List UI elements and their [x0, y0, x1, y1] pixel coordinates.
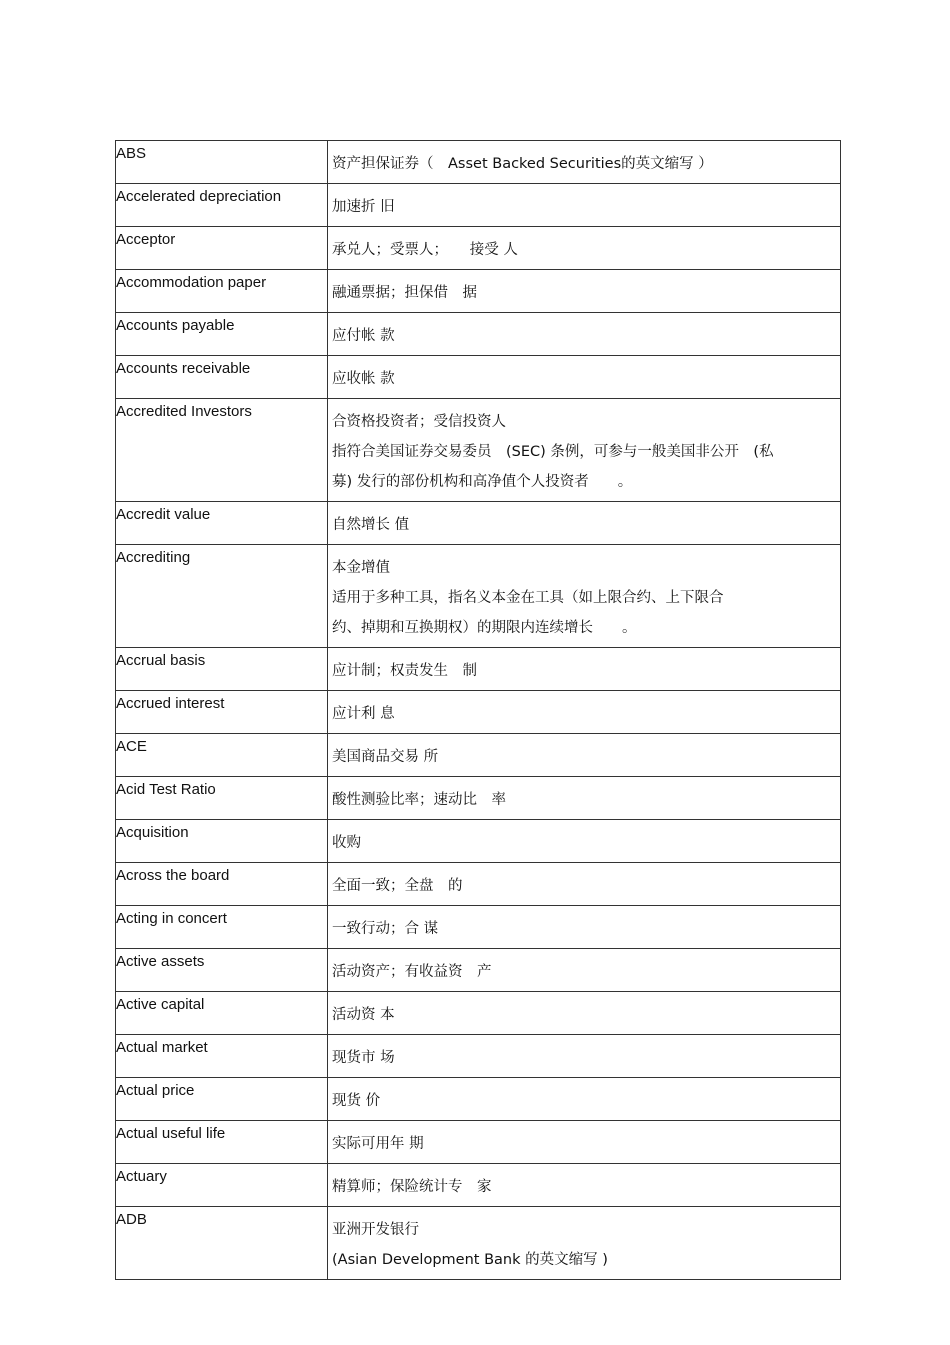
definition-line: 加速折 旧 — [332, 199, 395, 215]
table-row — [116, 356, 841, 399]
definition-line: 应计制；权责发生 制 — [332, 663, 477, 679]
table-row — [116, 184, 841, 227]
definition-line: 精算师；保险统计专 家 — [332, 1179, 492, 1195]
definition-line: 约、掉期和互换期权）的期限内连续增长 。 — [332, 620, 637, 636]
definition-line: 融通票据；担保借 据 — [332, 285, 477, 301]
definition-cell — [328, 141, 841, 184]
table-row — [116, 270, 841, 313]
definition-line: 美国商品交易 所 — [332, 749, 439, 765]
term-cell: Accredit value — [116, 502, 328, 545]
definition-line: 募) 发行的部份机构和高净值个人投资者 。 — [332, 474, 633, 490]
definition-cell — [328, 1121, 841, 1164]
definition-cell — [328, 356, 841, 399]
term-cell: Accrediting — [116, 545, 328, 648]
term-cell: Acquisition — [116, 820, 328, 863]
definition-cell — [328, 992, 841, 1035]
table-row — [116, 1121, 841, 1164]
definition-line: 现货市 场 — [332, 1050, 395, 1066]
term-cell: ACE — [116, 734, 328, 777]
definition-cell — [328, 545, 841, 648]
definition-cell — [328, 184, 841, 227]
term-cell: Acting in concert — [116, 906, 328, 949]
term-cell: ADB — [116, 1207, 328, 1280]
definition-line: 活动资产；有收益资 产 — [332, 964, 492, 980]
term-cell: Accounts payable — [116, 313, 328, 356]
definition-cell — [328, 1035, 841, 1078]
definition-line: 本金增值 — [332, 560, 390, 576]
term-cell: Accommodation paper — [116, 270, 328, 313]
definition-cell — [328, 1078, 841, 1121]
term-cell: Across the board — [116, 863, 328, 906]
table-row — [116, 1164, 841, 1207]
table-row — [116, 141, 841, 184]
glossary-table — [115, 140, 841, 1280]
table-row — [116, 1207, 841, 1280]
definition-cell — [328, 820, 841, 863]
definition-cell — [328, 648, 841, 691]
table-row — [116, 545, 841, 648]
term-cell: Active capital — [116, 992, 328, 1035]
definition-line: 承兑人；受票人； 接受 人 — [332, 242, 518, 258]
definition-cell — [328, 1164, 841, 1207]
table-row — [116, 1035, 841, 1078]
definition-line: 应付帐 款 — [332, 328, 395, 344]
term-cell: Actual market — [116, 1035, 328, 1078]
definition-line: 亚洲开发银行 — [332, 1222, 419, 1238]
term-cell: Actual price — [116, 1078, 328, 1121]
table-row — [116, 949, 841, 992]
definition-cell — [328, 906, 841, 949]
definition-cell — [328, 227, 841, 270]
definition-cell — [328, 863, 841, 906]
definition-line: 适用于多种工具，指名义本金在工具（如上限合约、上下限合 — [332, 590, 724, 606]
definition-line: 自然增长 值 — [332, 517, 410, 533]
definition-cell — [328, 313, 841, 356]
table-row — [116, 502, 841, 545]
table-row — [116, 648, 841, 691]
table-row — [116, 992, 841, 1035]
definition-cell — [328, 502, 841, 545]
table-row — [116, 777, 841, 820]
definition-cell — [328, 777, 841, 820]
definition-line: 活动资 本 — [332, 1007, 395, 1023]
definition-line: 合资格投资者；受信投资人 — [332, 414, 506, 430]
definition-line: 指符合美国证券交易委员 (SEC) 条例，可参与一般美国非公开 (私 — [332, 444, 774, 460]
definition-line: 收购 — [332, 835, 361, 851]
definition-line: 全面一致；全盘 的 — [332, 878, 463, 894]
definition-line: 酸性测验比率；速动比 率 — [332, 792, 506, 808]
table-row — [116, 734, 841, 777]
definition-cell — [328, 691, 841, 734]
definition-line: 资产担保证券（ Asset Backed Securities的英文缩写 ） — [332, 156, 713, 172]
table-row — [116, 313, 841, 356]
definition-line: 现货 价 — [332, 1093, 381, 1109]
term-cell: Accelerated depreciation — [116, 184, 328, 227]
table-row — [116, 691, 841, 734]
definition-line: 应计利 息 — [332, 706, 395, 722]
definition-line: 实际可用年 期 — [332, 1136, 424, 1152]
definition-cell — [328, 399, 841, 502]
term-cell: Accrual basis — [116, 648, 328, 691]
term-cell: Acid Test Ratio — [116, 777, 328, 820]
definition-cell — [328, 270, 841, 313]
table-row — [116, 820, 841, 863]
glossary-body — [116, 141, 841, 1280]
term-cell: Accrued interest — [116, 691, 328, 734]
table-row — [116, 1078, 841, 1121]
definition-line: (Asian Development Bank 的英文缩写 ) — [332, 1252, 608, 1268]
table-row — [116, 227, 841, 270]
term-cell: Acceptor — [116, 227, 328, 270]
term-cell: ABS — [116, 141, 328, 184]
term-cell: Actual useful life — [116, 1121, 328, 1164]
definition-line: 一致行动；合 谋 — [332, 921, 439, 937]
definition-cell — [328, 1207, 841, 1280]
definition-line: 应收帐 款 — [332, 371, 395, 387]
table-row — [116, 863, 841, 906]
term-cell: Active assets — [116, 949, 328, 992]
term-cell: Actuary — [116, 1164, 328, 1207]
term-cell: Accredited Investors — [116, 399, 328, 502]
table-row — [116, 906, 841, 949]
table-row — [116, 399, 841, 502]
term-cell: Accounts receivable — [116, 356, 328, 399]
definition-cell — [328, 734, 841, 777]
definition-cell — [328, 949, 841, 992]
